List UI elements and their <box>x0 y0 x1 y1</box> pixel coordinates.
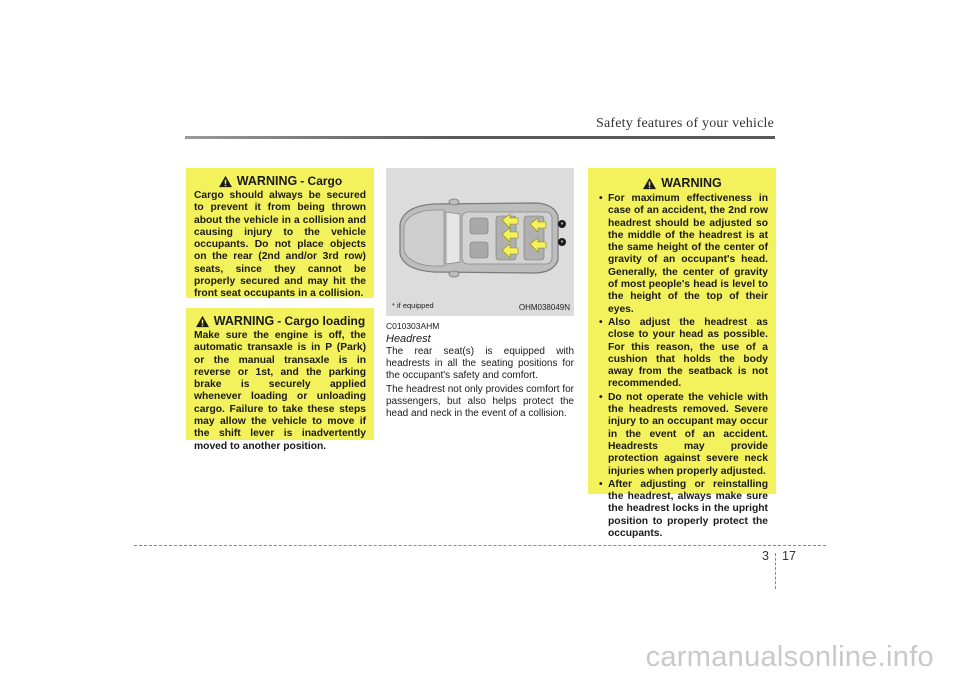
warning-cargo-loading-header <box>194 314 366 328</box>
page-separator <box>775 553 776 589</box>
warning-cargo-body: Cargo should always be secured to prevent it from being thrown about the vehicle in a collision and causing injury to the vehicle occupants. Do not place objects on the rear (2nd and/or 3rd row) seats, since they cannot be properly secured and may hit the front seat occupants in a collision. <box>194 190 366 300</box>
figure-code: OHM038049N <box>518 303 570 312</box>
section-title: Safety features of your vehicle <box>595 116 774 131</box>
warning-cargo-header <box>194 174 366 188</box>
chapter-number: 3 <box>762 549 769 563</box>
figure-marker-1: * <box>560 222 564 229</box>
car-top-view-illustration <box>386 168 574 316</box>
warning-cargo-box <box>186 168 374 298</box>
headrest-section <box>386 320 574 422</box>
warning-cargo-loading-body: Make sure the engine is off, the automatic transaxle is in P (Park) or the manual transaxle is in reverse or 1st, and the parking brake is securely applied whenever loading or unloading cargo. Failure to take these steps may allow the vehicle to move if the shift lever is inadvertently moved to another position. <box>194 330 366 452</box>
warning-subtitle: - Cargo loading <box>277 314 366 328</box>
warning-headrest-header <box>596 176 768 190</box>
bottom-rule <box>134 545 826 546</box>
warning-triangle-icon <box>195 315 210 328</box>
warning-subtitle: - Cargo <box>300 174 343 188</box>
list-item: • Also adjust the headrest as close to your head as possible. For this reason, the use of a cushion that holds the body away from the seatback is not recommended. <box>599 316 768 390</box>
warning-cargo-loading-box <box>186 308 374 452</box>
warning-triangle-icon <box>642 177 657 190</box>
warning-label: WARNING <box>661 176 722 190</box>
list-item: • Do not operate the vehicle with the headrests removed. Severe injury to an occupant may occur in the event of an accident. Headrests may provide protection against severe neck injuries when properly adjusted. <box>599 391 768 477</box>
warning-headrest-box <box>588 168 776 540</box>
warning-label: WARNING <box>213 314 275 328</box>
top-rule <box>185 136 775 139</box>
figure-marker-2: * <box>560 240 564 247</box>
figure-note: * if equipped <box>392 301 434 310</box>
paragraph: The headrest not only provides comfort for passengers, but also helps protect the head and neck in the event of a collision. <box>386 384 574 419</box>
list-item: • For maximum effectiveness in case of an accident, the 2nd row headrest should be adjusted so the middle of the headrest is at the same height of the center of gravity of an occupant's head. Generally, the center of gravity of most people's head is level to the height of the top of their eyes. <box>599 193 768 315</box>
paragraph: The rear seat(s) is equipped with headrests in all the seating positions for the occupant's safety and comfort. <box>386 346 574 381</box>
watermark: carmanualsonline.info <box>645 641 934 673</box>
headrest-figure <box>386 168 574 316</box>
list-item: • After adjusting or reinstalling the headrest, always make sure the headrest locks in the upright position to properly protect the occupants. <box>599 478 768 540</box>
page-number: 17 <box>782 549 796 563</box>
section-code: C010303AHM <box>386 321 440 331</box>
warning-headrest-list <box>596 193 768 540</box>
section-heading: Headrest <box>386 333 431 345</box>
warning-label: WARNING <box>236 174 298 188</box>
warning-triangle-icon <box>218 175 233 188</box>
